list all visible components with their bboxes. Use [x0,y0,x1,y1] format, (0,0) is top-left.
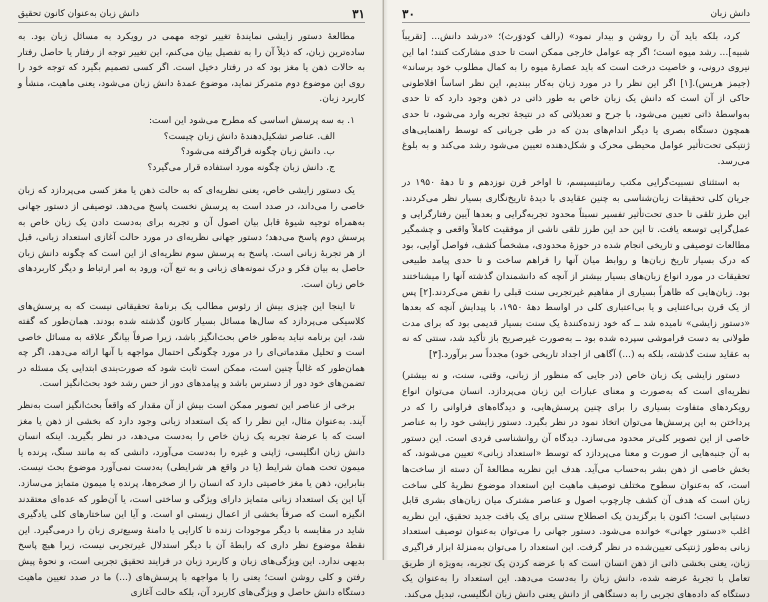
left-paragraph-1: مطالعهٔ دستور زایشی نمایندهٔ تغییر توجه مهمی در رویکرد به مسائل زبان بود. به ساده‌ترین زبان، که ذیلاً آن را به تفصیل بیان می‌کنم، این تغییر توجه از رفتار یا حاصل رفتار به حالات ذهن یا مغز بود که در رفتار دخیل است. اگر کسی تصمیم بگیرد که توجه خود را روی این موضوع دوم متمرکز نماید، موضوع عمدهٔ دانش زبان می‌شود، یعنی ماهیت، منشأ و کاربرد زبان. [18,31,365,105]
left-page-body [18,29,365,601]
left-page-header [18,6,365,23]
right-page-number: ۳۰ [402,7,415,21]
left-paragraph-3: تا اینجا این چیزی بیش از رئوس مطالب یک برنامهٔ تحقیقاتی نیست که به پرسش‌های کلاسیکی می‌پردازد که سال‌ها مسائل بسیار کانون گذشته شده بودند. همان‌طور که گفته شد، این برنامه نباید به‌طور خاص بحث‌انگیز باشد، زیرا صرفاً بیانگر علاقه به مسائل خاصی است و تحلیل مقدماتی‌ای را در مورد چگونگی احتمال مواجهه با آنها ارائه می‌دهد، اگر چه همان‌طور که غالباً چنین است، ممکن است ثابت شود که صورت‌بندی ابتدایی یک مسئله در تضمن‌های خود دور از دسترس باشد و پیامدهای دور از حس رشد خود بحث‌انگیز است. [18,300,365,390]
questions-list [18,113,355,175]
left-paragraph-2: یک دستور زایشی خاص، یعنی نظریه‌ای که به حالت ذهن یا مغز کسی می‌پردازد که زبان خاصی را می‌داند، در صدد است به پرسش نخست پاسخ می‌دهد. توصیفی از دستور جهانی به‌همراه توجیه شیوهٔ قابل بیان اصول آن و تجربه برای به‌دست دادن یک زبان خاص به پرسش دوم پاسخ می‌دهد؛ دستور جهانی نظریه‌ای در مورد حالت آغازی استعداد زبانی، قبل از هر تجربهٔ زبانی است. پاسخ به پرسش سوم نظریه‌ای از این است که چگونه دانش زبان حاصل به بیان فکر و درک نمونه‌های زبانی و به تبع آن، ورود به امر ارتباط و دیگر کاربردهای خاص زبان است. [18,185,365,290]
right-paragraph-3: دستور زایشی یک زبان خاص (در جایی که منظور از زبانی، وقتی، سنت، و نه بیشتر) نظریه‌ای است که به‌صورت و معنای عبارات این زبان می‌پردازد. انسان می‌توان انواع رویکردهای متفاوت بسیاری را برای چنین پرسش‌هایی، و دیدگاه‌های فراوانی را که در پرداختن به این پرسش‌ها می‌توان اتخاذ نمود در نظر بگیرد. دستور زایشی خود را به عناصر خاصی از این تصویر کلی‌تر محدود می‌سازد. دیدگاه آن روانشناسی فردی است. این دستور به آن جنبه‌هایی از صورت و معنا می‌پردازد که توسط «استعداد زبانی» تعیین می‌شوند، که بخش خاصی از ذهن بشر به‌حساب می‌آید. هدف این نظریه مطالعهٔ آن دسته از ساخت‌ها است، که به‌عنوان سطوح مختلف توصیف ماهیت این استعداد موضوع نظریهٔ کلی ساخت زبان است که هدف آن کشف چارچوب اصول و عناصر مشترک میان زبان‌های بشری قابل دستیابی است؛ اکنون با برگزیدن یک اصطلاح سنتی برای یک بافت جدید تحقیق، این نظریه اغلب «دستور جهانی» خوانده می‌شود. دستور جهانی را می‌توان به‌عنوان توصیف استعداد زبانی به‌طور ژنتیکی تعیین‌شده در نظر گرفت. این استعداد را می‌توان به‌منزلهٔ ابزار فراگیری زبان، یعنی بخشی ذاتی از ذهن انسان است که با عرضه کردن یک تجربه، به‌ویژه از طریق تعامل با تجربهٔ عرضه شده، دانش زبان را به‌دست می‌دهد. این استعداد را به‌عنوان یک دستگاه که داده‌های تجربی را به دستگاهی از دانش یعنی دانش زبان انگلیسی، تبدیل می‌کند. [402,370,750,600]
right-running-title: دانش زبان [710,9,750,19]
left-paragraph-4: برخی از عناصر این تصویر ممکن است بیش از آن مقدار که واقعاً بحث‌انگیز است به‌نظر آیند. به‌عنوان مثال، این نظر را که یک استعداد زبانی وجود دارد که بخشی از ذهن یا مغز است که با عرضهٔ تجربه یک زبان خاص را به‌دست می‌دهد، در نظر بگیرید. اینکه انسان دانش زبان انگلیسی، ژاپنی و غیره را به‌دست می‌آورد، دانشی که به مانند سنگ، پرنده یا میمون تحت همان شرایط (یا در واقع هر شرایطی) به‌دست نمی‌آورد موضوع بحث نیست. بنابراین، ذهن یا مغز خاصیتی دارد که انسان را از صخره‌ها، پرنده یا میمون متمایز می‌سازد. آیا این یک استعداد زبانی متمایز دارای ویژگی و ساختی است، یا آن‌طور که عده‌ای معتقدند انگیزه است که صرفاً بخشی از اعمال زیستی او است. و آیا این ساختارهای کلی یادگیری شاید در مقایسه با دیگر موجودات زنده تا کارایی یا دامنهٔ وسیع‌تری زبان را درمی‌گیرد. این نقطهٔ موضوع نظر داری که رابطهٔ آن با دیگر استدلال غیرتجربی نیست، زیرا هیچ پاسخ بدیهی ندارد. این ویژگی‌های زبان و کاربرد زبان در فرایند تحقیق تجربی است، و نحوهٔ پیش رفتن و کلی روشن است؛ یعنی را با مواجهه با پرسش‌های (...) ما در صدد تعیین ماهیت دستگاه دانش حاصل و ویژگی‌های کاربرد آن، بلکه حالت آغازی [18,400,365,599]
right-paragraph-1: کرد، بلکه باید آن را روشن و بیدار نمود» (رالف کودوَرث)؛ «درشد دانش... [تقریباً شبیه]... رشد میوه است؛ اگر چه عوامل خارجی ممکن است تا حدی مشارکت کنند؛ اما این نیروی درونی، و خاصیت درخت است که باید عصارهٔ میوه را به کمال مطلوب خود برساند» (جیمز هریس).[۱] اگر این نظر را در مورد زبان به‌کار ببندیم، این نظر اساساً افلاطونی حاکی از آن است که دانش یک زبان خاص به طور ذاتی در ذهن وجود دارد که تا حدی به‌واسطهٔ ذاتی تعیین می‌شود، با جرح و تعدیلاتی که در نتیجهٔ تجربه وارد می‌شود، تا حدی همچون دستگاه بصری یا دیگر اندام‌های بدن که در طی جریانی که توسط راهنمایی‌های ژنتیکی تحت‌تأثیر عوامل محیطی محرک و شکل‌دهنده تعیین می‌شود رشد می‌کند و به بلوغ می‌رسد. [402,31,750,167]
questions-lead: ۱. به سه پرسش اساسی که مطرح می‌شود این است: [148,114,355,126]
right-page-header [402,6,750,23]
question-b: ب. دانش زبان چگونه فراگرفته می‌شود؟ [180,146,335,158]
question-c: ج. دانش زبان چگونه مورد استفاده قرار می‌گیرد؟ [147,161,335,173]
left-page-number: ۳۱ [352,7,365,21]
left-page [0,0,384,599]
question-a: الف. عناصر تشکیل‌دهندهٔ دانش زبان چیست؟ [163,130,335,142]
right-page-body [402,29,750,602]
right-paragraph-2: به استثنای نسبیت‌گرایی مکتب رمانتیسیسم، تا اواخر قرن نوزدهم و تا دههٔ ۱۹۵۰ در جریان کلی تحقیقات زبان‌شناسی به چنین عقایدی با دیدهٔ تاریخ‌نگاری بسیار نظر می‌کردند. این طرز تلقی تا حدی تحت‌تأثیر تفسیر نسبتاً محدود تجربه‌گرایی و بعدها آیین رفتارگرایی و عمل‌گرایی توسعه یافت. تا این حد این طرز تلقی ناشی از موفقیت کاملاً واقعی و چشمگیر مطالعات توصیفی و تاریخی انجام شده در حوزهٔ محدودی، مشخصاً کشف، فواصل آوایی، بود که درک بسیار تاریخ زبان‌ها و روابط میان آنها را فراهم ساخت و تا حدی پیامد طبیعی تحقیقات در مورد انواع زبان‌های بسیار بیشتر از آنچه که دانشمندان گذشته آنها را میشناختند بود. زبان‌هایی که ظاهراً بسیاری از مفاهیم غیرتجربی سنت قبلی را نقض می‌کردند.[۲] پس از یک قرن بی‌اعتنایی و یا بی‌اعتباری کلی در اواسط دههٔ ۱۹۵۰، با پیدایش آنچه که بعدها «دستور زایشی» نامیده شد ــ که خود زنده‌کنندهٔ یک سنت بسیار قدیمی بود که برای مدت طولانی به دست فراموشی سپرده شده بود ــ به‌صورت غیرصریح باز تأکید شد، سنتی که نه به عقاید سنت گذشته، بلکه به (...) آگاهی از اجداد تاریخی خود) مجدداً سر برآورد.[۳] [402,177,751,360]
book-gutter-shadow [382,0,388,560]
right-page [384,0,768,600]
left-running-title: دانش زبان به‌عنوان کانون تحقیق [18,9,140,19]
